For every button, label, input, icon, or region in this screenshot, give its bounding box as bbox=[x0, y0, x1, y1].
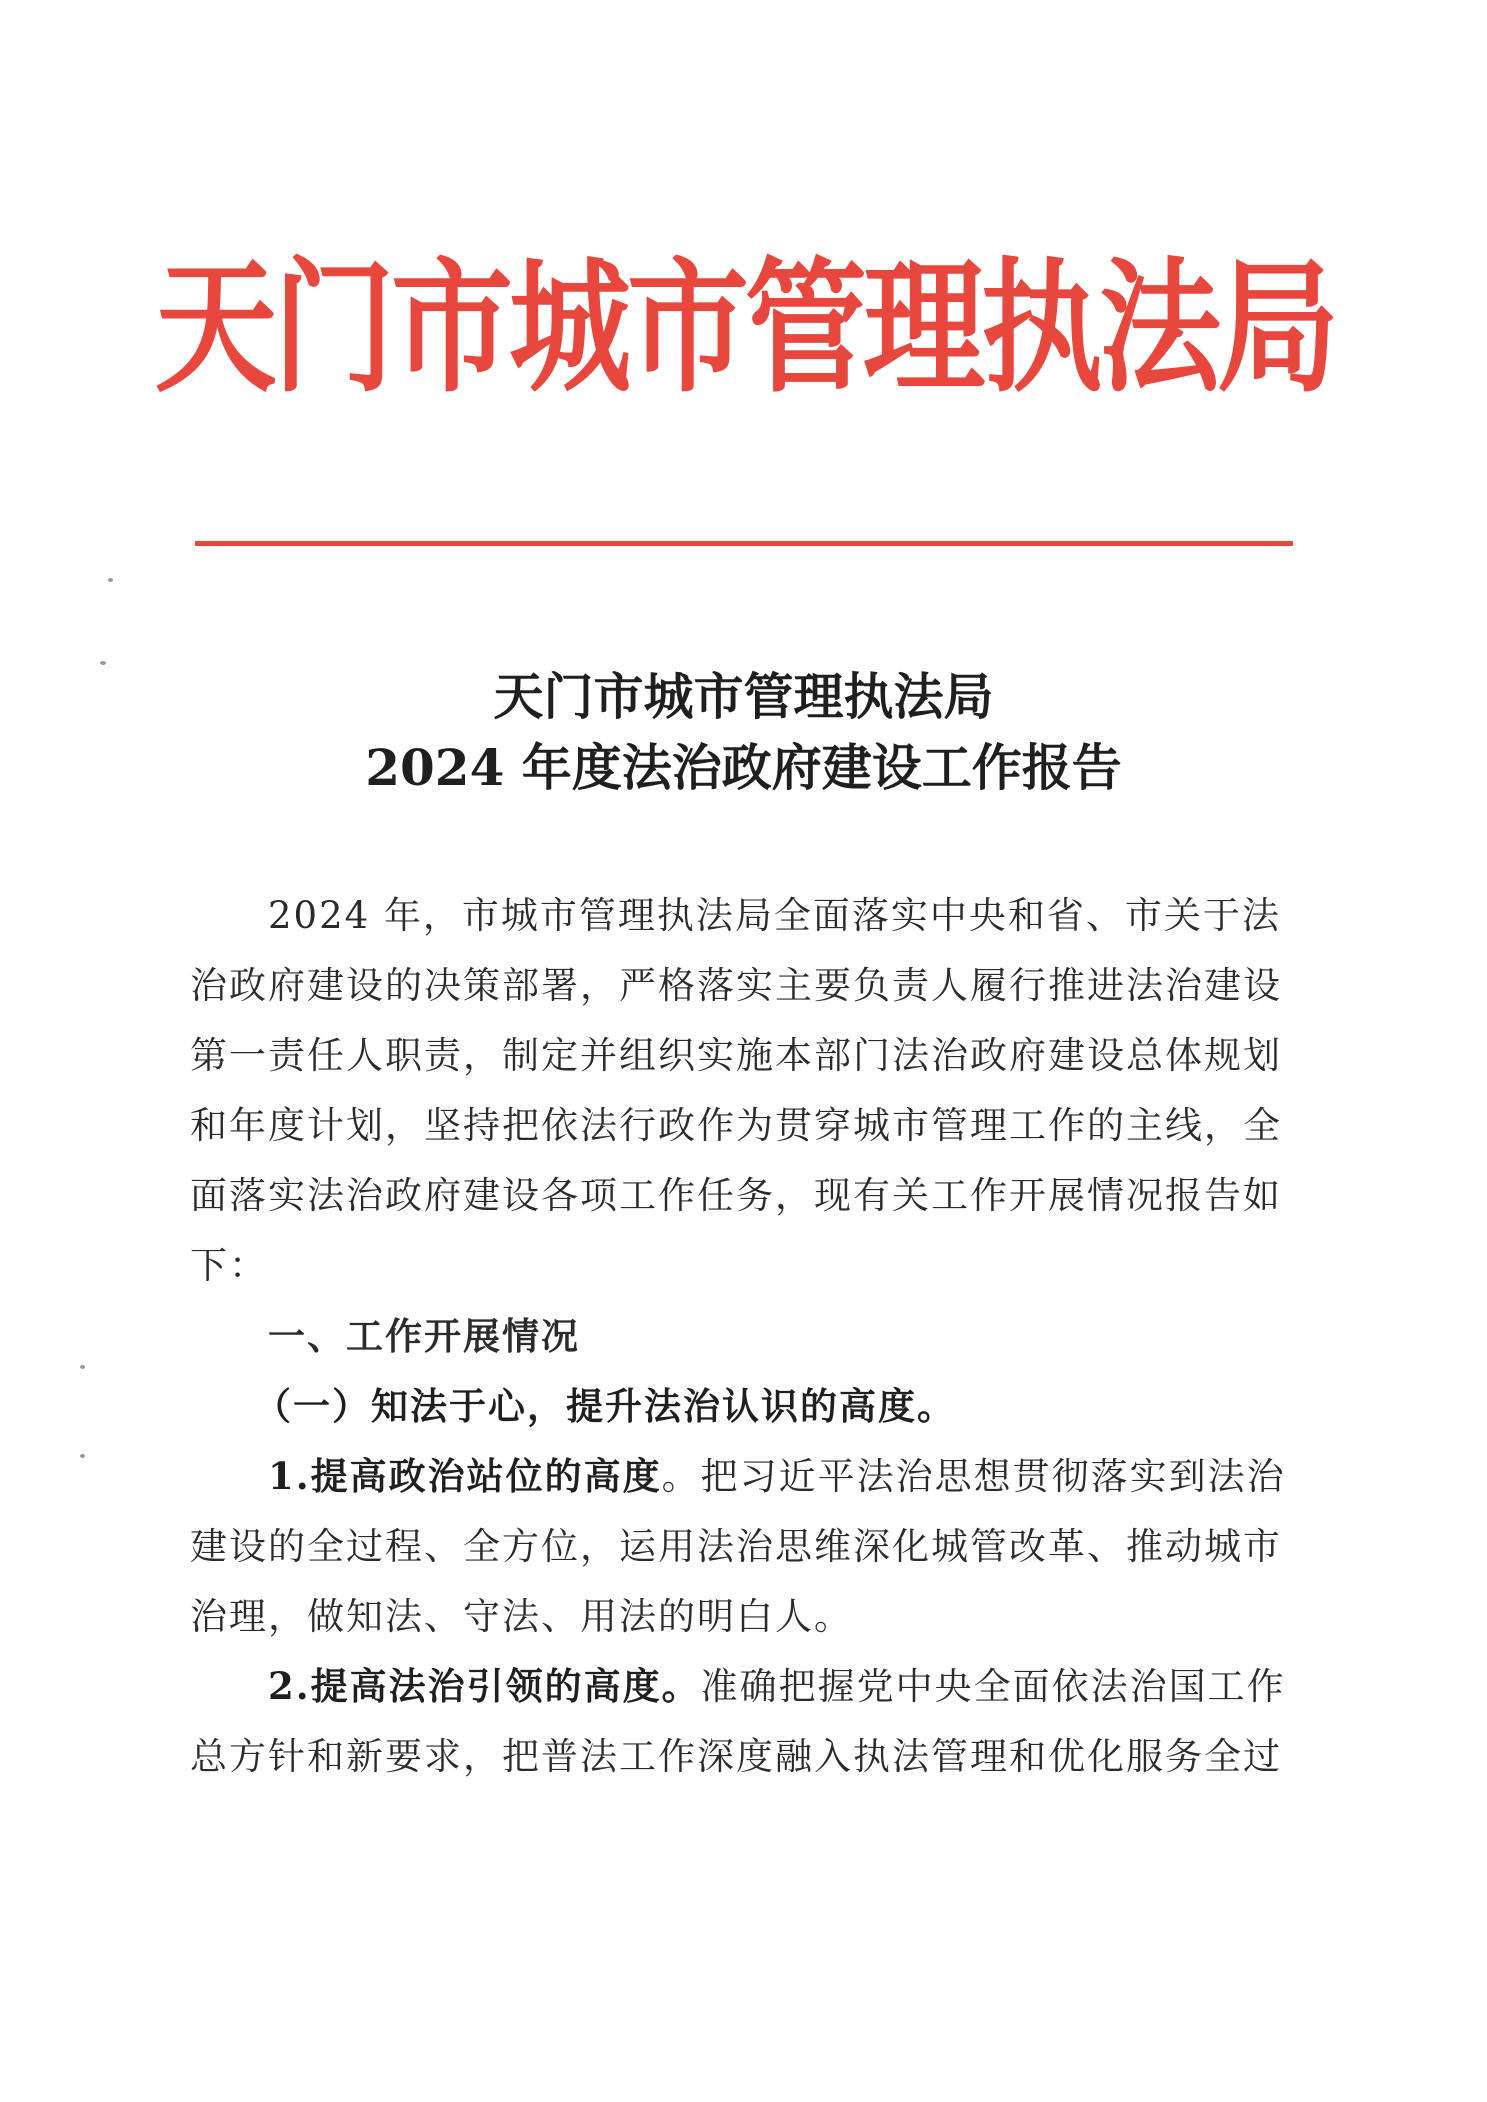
scan-speck bbox=[80, 1365, 85, 1369]
item-2-first-line bbox=[268, 1664, 1286, 1708]
subsection-heading-1: （一）知法于心，提升法治认识的高度。 bbox=[254, 1384, 956, 1428]
intro-line-3: 第一责任人职责，制定并组织实施本部门法治政府建设总体规划 bbox=[190, 1034, 1282, 1077]
item-2-lead: 2.提高法治引领的高度。 bbox=[268, 1664, 701, 1708]
letterhead bbox=[155, 232, 1335, 422]
item-1-first-line bbox=[268, 1454, 1286, 1498]
intro-line-6: 下： bbox=[190, 1244, 268, 1287]
section-heading-1: 一、工作开展情况 bbox=[268, 1315, 580, 1358]
letterhead-org-name: 天门市城市管理执法局 bbox=[155, 242, 1335, 412]
intro-line-1: 2024 年，市城市管理执法局全面落实中央和省、市关于法 bbox=[268, 894, 1281, 937]
letterhead-red-rule bbox=[195, 541, 1293, 546]
item-1-line-2: 建设的全过程、全方位，运用法治思维深化城管改革、推动城市 bbox=[190, 1525, 1282, 1568]
document-title-line-1: 天门市城市管理执法局 bbox=[493, 667, 994, 726]
item-2-line-2: 总方针和新要求，把普法工作深度融入执法管理和优化服务全过 bbox=[190, 1735, 1282, 1778]
intro-line-2: 治政府建设的决策部署，严格落实主要负责人履行推进法治建设 bbox=[190, 964, 1282, 1007]
intro-line-5: 面落实法治政府建设各项工作任务，现有关工作开展情况报告如 bbox=[190, 1174, 1282, 1217]
intro-line-4: 和年度计划，坚持把依法行政作为贯穿城市管理工作的主线，全 bbox=[190, 1104, 1282, 1147]
item-1-lead: 1.提高政治站位的高度 bbox=[268, 1454, 662, 1498]
item-2-text: 准确把握党中央全面依法治国工作 bbox=[700, 1665, 1286, 1708]
document-title-line-2: 2024 年度法治政府建设工作报告 bbox=[365, 738, 1122, 797]
item-1-line-3: 治理，做知法、守法、用法的明白人。 bbox=[190, 1595, 853, 1638]
item-1-text: 。把习近平法治思想贯彻落实到法治 bbox=[661, 1455, 1286, 1498]
scan-speck bbox=[80, 1454, 85, 1458]
scan-speck bbox=[100, 661, 106, 665]
scan-speck bbox=[108, 578, 113, 582]
